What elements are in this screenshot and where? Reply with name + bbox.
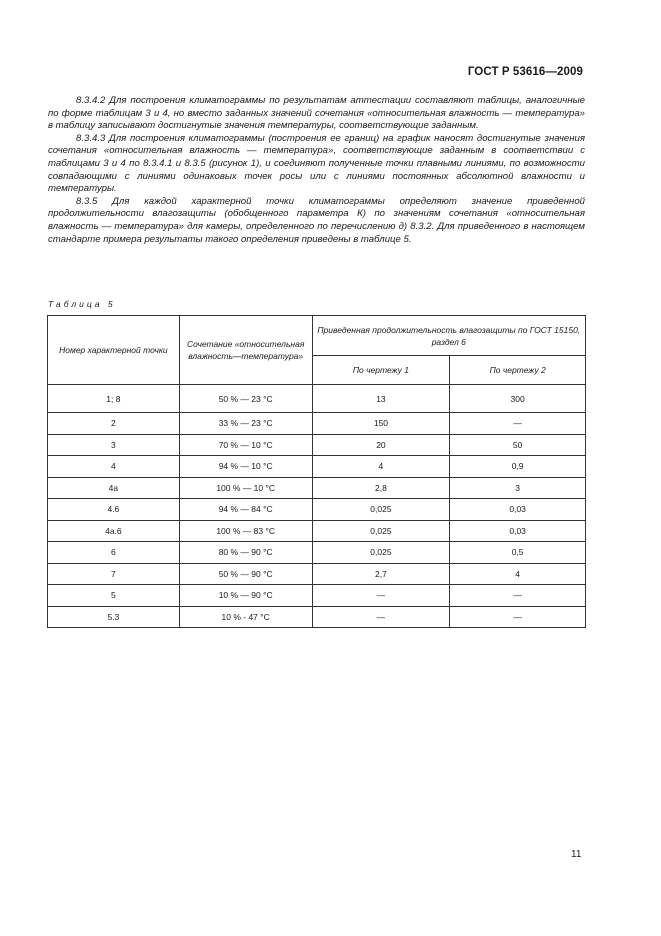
- drawing1-cell: 4: [312, 456, 450, 478]
- table-row: [48, 563, 586, 585]
- point-cell: 7: [48, 563, 180, 585]
- table-5: [47, 315, 586, 628]
- point-cell: 1; 8: [48, 385, 180, 413]
- point-cell: 4: [48, 456, 180, 478]
- table-row: [48, 542, 586, 564]
- combination-cell: 94 % — 84 °С: [179, 499, 312, 521]
- drawing2-cell: 300: [450, 385, 586, 413]
- table-row: [48, 385, 586, 413]
- drawing1-cell: —: [312, 606, 450, 628]
- table-row: [48, 499, 586, 521]
- drawing1-cell: 13: [312, 385, 450, 413]
- table-row: [48, 477, 586, 499]
- header-drawing-1: По чертежу 1: [312, 356, 450, 385]
- drawing2-cell: 0,03: [450, 499, 586, 521]
- combination-cell: 50 % — 90 °С: [179, 563, 312, 585]
- drawing2-cell: 3: [450, 477, 586, 499]
- table-row: [48, 456, 586, 478]
- table-row: [48, 585, 586, 607]
- document-number: ГОСТ Р 53616—2009: [467, 66, 583, 78]
- point-cell: 2: [48, 413, 180, 435]
- combination-cell: 50 % — 23 °С: [179, 385, 312, 413]
- drawing1-cell: 2,8: [312, 477, 450, 499]
- drawing2-cell: 4: [450, 563, 586, 585]
- combination-cell: 70 % — 10 °С: [179, 434, 312, 456]
- point-cell: 4а.6: [48, 520, 180, 542]
- drawing2-cell: —: [450, 413, 586, 435]
- combination-cell: 10 % — 90 °С: [179, 585, 312, 607]
- header-combination: Сочетание «относительная влажность—температура»: [179, 316, 312, 385]
- drawing1-cell: 0,025: [312, 520, 450, 542]
- combination-cell: 100 % — 10 °С: [179, 477, 312, 499]
- drawing1-cell: 0,025: [312, 542, 450, 564]
- table-row: [48, 434, 586, 456]
- paragraph-8-3-4-2: 8.3.4.2 Для построения климатограммы по результатам аттестации составляют таблицы, аналогичные по форме таблицам 3 и 4, но вместо заданных значений сочетания «относительная влажность — температура» в таблицу записывают достигнутые значения температуры, соответствующие заданным.: [48, 95, 585, 132]
- combination-cell: 80 % — 90 °С: [179, 542, 312, 564]
- point-cell: 6: [48, 542, 180, 564]
- drawing2-cell: 0,5: [450, 542, 586, 564]
- point-cell: 5.3: [48, 606, 180, 628]
- drawing1-cell: 0,025: [312, 499, 450, 521]
- table-row: [48, 520, 586, 542]
- body-text: [48, 95, 585, 246]
- drawing1-cell: —: [312, 585, 450, 607]
- drawing2-cell: 0,03: [450, 520, 586, 542]
- drawing2-cell: 0,9: [450, 456, 586, 478]
- drawing2-cell: 50: [450, 434, 586, 456]
- header-duration: Приведенная продолжительность влагозащиты по ГОСТ 15150, раздел 6: [312, 316, 585, 356]
- point-cell: 5: [48, 585, 180, 607]
- table-caption: Таблица 5: [48, 299, 116, 309]
- paragraph-8-3-4-3: 8.3.4.3 Для построения климатограммы (построения ее границ) на график наносят достигнутые значения сочетания «относительная влажность — температура», соответствующие заданным в соответствии с таблицами 3 и 4 по 8.3.4.1 и 8.3.5 (рисунок 1), и соединяют полученные точки плавными линиями, по возможности совпадающими с линиями одинаковых точек росы или с линиями постоянных абсолютной влажности и температуры.: [48, 132, 585, 195]
- drawing2-cell: —: [450, 585, 586, 607]
- point-cell: 4а: [48, 477, 180, 499]
- point-cell: 4.6: [48, 499, 180, 521]
- table-row: [48, 606, 586, 628]
- drawing1-cell: 2,7: [312, 563, 450, 585]
- combination-cell: 100 % — 83 °С: [179, 520, 312, 542]
- combination-cell: 94 % — 10 °С: [179, 456, 312, 478]
- point-cell: 3: [48, 434, 180, 456]
- header-drawing-2: По чертежу 2: [450, 356, 586, 385]
- page-number: 11: [571, 849, 582, 860]
- paragraph-8-3-5: 8.3.5 Для каждой характерной точки климатограммы определяют значение приведенной продолжительности влагозащиты (обобщенного параметра К) по значениям сочетания «относительная влажность — температура» для камеры, определенного по перечислению д) 8.3.2. Для приведенного в настоящем стандарте примера результаты такого определения приведены в таблице 5.: [48, 195, 585, 245]
- drawing2-cell: —: [450, 606, 586, 628]
- table-row: [48, 413, 586, 435]
- drawing1-cell: 150: [312, 413, 450, 435]
- header-point-number: Номер характерной точки: [48, 316, 180, 385]
- combination-cell: 33 % — 23 °С: [179, 413, 312, 435]
- combination-cell: 10 % - 47 °С: [179, 606, 312, 628]
- drawing1-cell: 20: [312, 434, 450, 456]
